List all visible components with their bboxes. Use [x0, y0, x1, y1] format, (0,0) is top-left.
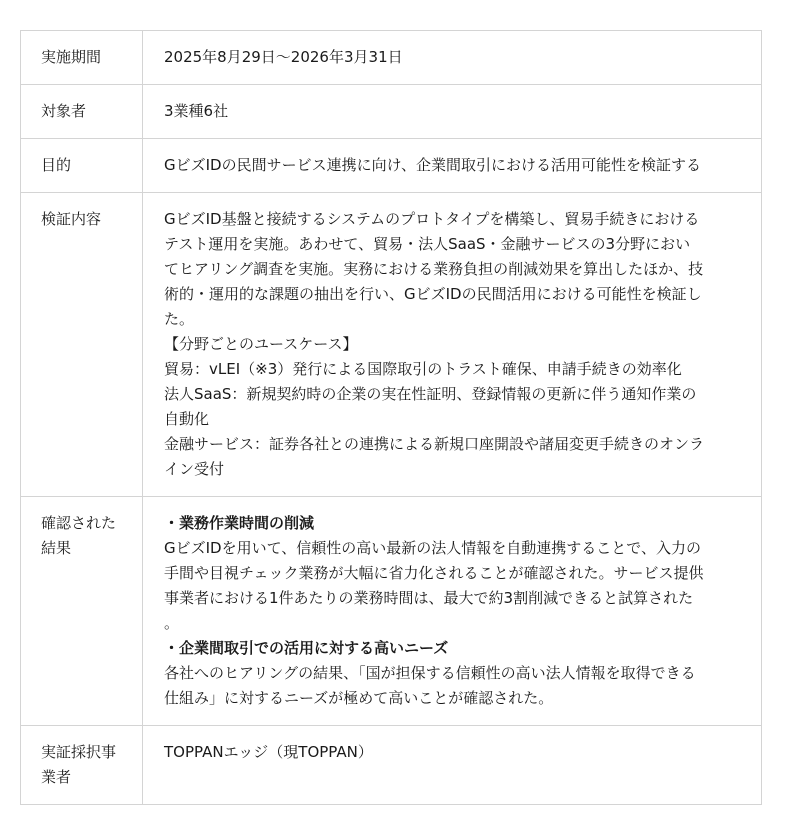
- label-line: 目的: [41, 156, 72, 174]
- value-line: 仕組み」に対するニーズが極めて高いことが確認された。: [164, 689, 554, 707]
- row-value: [143, 139, 762, 193]
- label-line: 実施期間: [41, 48, 102, 66]
- table-row-purpose: [21, 139, 762, 193]
- row-label: [21, 85, 143, 139]
- value-line: 術的・運用的な課題の抽出を行い、GビズIDの民間活用における可能性を検証し: [164, 285, 702, 303]
- value-line: 自動化: [164, 410, 210, 428]
- value-line: GビズIDを用いて、信頼性の高い最新の法人情報を自動連携することで、入力の: [164, 539, 702, 557]
- row-value: [143, 193, 762, 497]
- label-line: 実証採択事: [41, 743, 117, 761]
- table-row-adopted-company: [21, 726, 762, 805]
- info-table: [20, 30, 762, 805]
- value-line: イン受付: [164, 460, 225, 478]
- label-line: 業者: [41, 768, 72, 786]
- table-row-period: [21, 31, 762, 85]
- row-value: [143, 726, 762, 805]
- table-row-results: [21, 497, 762, 726]
- row-value: [143, 31, 762, 85]
- value-line: 【分野ごとのユースケース】: [164, 335, 358, 353]
- value-line: 各社へのヒアリングの結果、「国が担保する信頼性の高い法人情報を取得できる: [164, 664, 696, 682]
- row-label: [21, 139, 143, 193]
- label-line: 結果: [41, 539, 72, 557]
- value-line: た。: [164, 310, 195, 328]
- row-label: [21, 726, 143, 805]
- value-line: 事業者における1件あたりの業務時間は、最大で約3割削減できると試算された: [164, 589, 694, 607]
- value-line: 手間や目視チェック業務が大幅に省力化されることが確認された。サービス提供: [164, 564, 704, 582]
- label-line: 検証内容: [41, 210, 102, 228]
- result-heading: ・業務作業時間の削減: [164, 514, 315, 532]
- row-label: [21, 31, 143, 85]
- row-value: [143, 85, 762, 139]
- value-line: TOPPANエッジ（現TOPPAN）: [164, 743, 373, 761]
- value-line: テスト運用を実施。あわせて、貿易・法人SaaS・金融サービスの3分野におい: [164, 235, 691, 253]
- label-line: 確認された: [41, 514, 117, 532]
- result-heading: ・企業間取引での活用に対する高いニーズ: [164, 639, 449, 657]
- label-line: 対象者: [41, 102, 87, 120]
- table-row-verification: [21, 193, 762, 497]
- value-line: GビズID基盤と接続するシステムのプロトタイプを構築し、貿易手続きにおける: [164, 210, 700, 228]
- table-row-target: [21, 85, 762, 139]
- value-line: 貿易：vLEI（※3）発行による国際取引のトラスト確保、申請手続きの効率化: [164, 360, 682, 378]
- value-line: 。: [164, 614, 180, 632]
- value-line: GビズIDの民間サービス連携に向け、企業間取引における活用可能性を検証する: [164, 156, 702, 174]
- value-line: 法人SaaS：新規契約時の企業の実在性証明、登録情報の更新に伴う通知作業の: [164, 385, 697, 403]
- value-line: てヒアリング調査を実施。実務における業務負担の削減効果を算出したほか、技: [164, 260, 704, 278]
- row-label: [21, 193, 143, 497]
- value-line: 3業種6社: [164, 102, 229, 120]
- value-line: 金融サービス：証券各社との連携による新規口座開設や諸届変更手続きのオンラ: [164, 435, 705, 453]
- row-value: [143, 497, 762, 726]
- value-line: 2025年8月29日～2026年3月31日: [164, 48, 403, 66]
- row-label: [21, 497, 143, 726]
